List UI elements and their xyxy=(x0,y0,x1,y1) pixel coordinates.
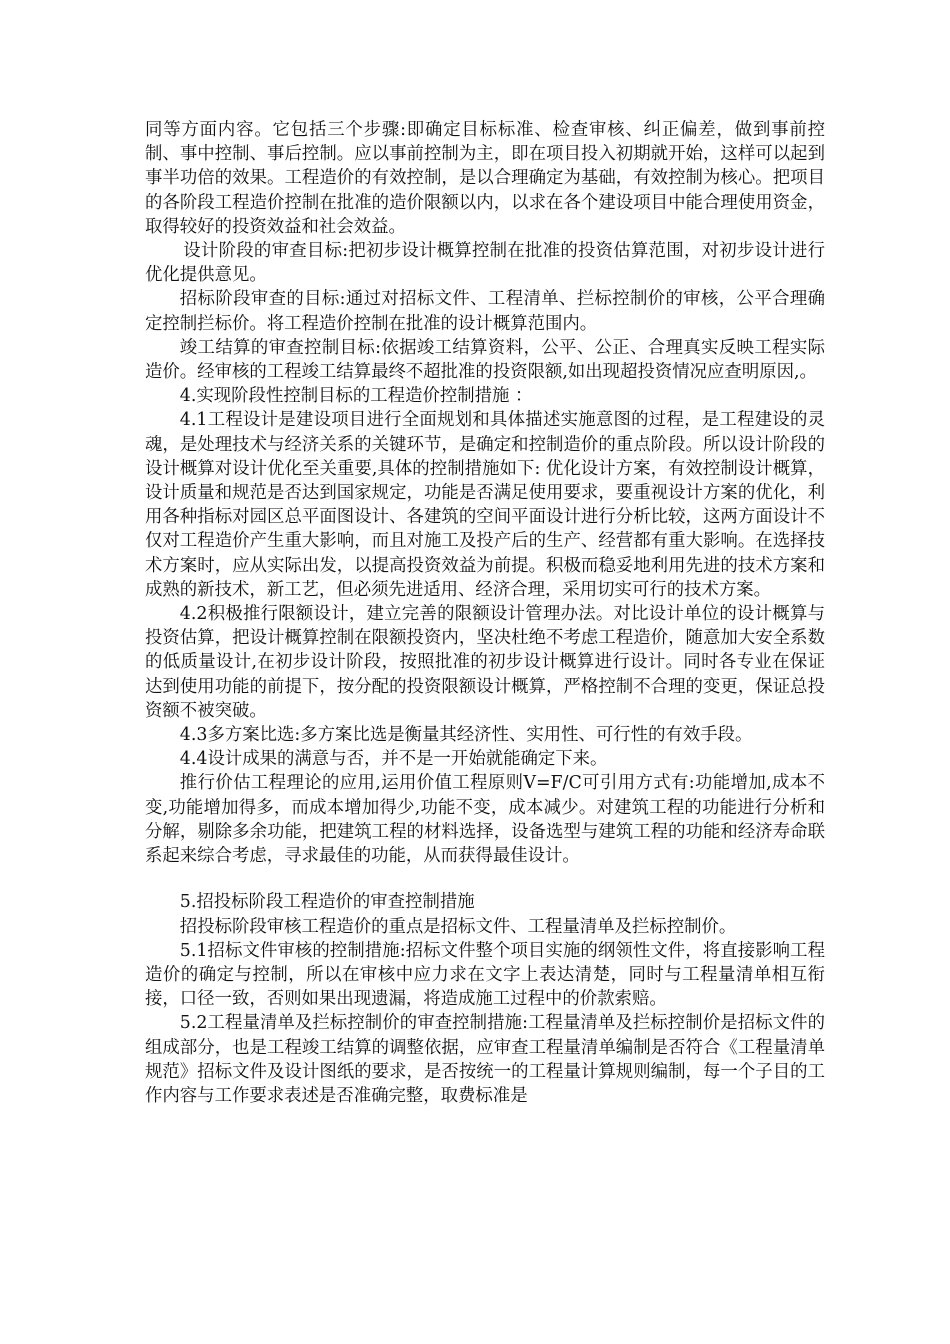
paragraph-completion-settlement-goal: 竣工结算的审查控制目标:依据竣工结算资料，公平、公正、合理真实反映工程实际造价。经审核的工程竣工结算最终不超批准的投资限额,如出现超投资情况应查明原因,。 xyxy=(145,337,825,383)
paragraph-4-1: 4.1工程设计是建设项目进行全面规划和具体描述实施意图的过程，是工程建设的灵魂，是处理技术与经济关系的关键环节，是确定和控制造价的重点阶段。所以设计阶段的设计概算对设计优化至关重要,具体的控制措施如下: 优化设计方案，有效控制设计概算，设计质量和规范是否达到国家规定，功能是否满足使用要求，要重视设计方案的优化，利用各种指标对园区总平面图设计、各建筑的空间平面设计进行分析比较，这两方面设计不仅对工程造价产生重大影响，而且对施工及投产后的生产、经营都有重大影响。在选择技术方案时，应从实际出发，以提高投资效益为前提。积极而稳妥地利用先进的技术方案和成熟的新技术，新工艺，但必须先进适用、经济合理，采用切实可行的技术方案。 xyxy=(145,410,825,600)
section-heading-5: 5.招投标阶段工程造价的审查控制措施 xyxy=(179,892,475,913)
paragraph-design-stage-goal: 设计阶段的审查目标:把初步设计概算控制在批准的投资估算范围，对初步设计进行优化提供意见。 xyxy=(145,241,825,286)
document-body xyxy=(145,118,825,1108)
paragraph-4-3: 4.3多方案比选:多方案比选是衡量其经济性、实用性、可行性的有效手段。 xyxy=(179,725,753,746)
paragraph-5-2: 5.2工程量清单及拦标控制价的审查控制措施:工程量清单及拦标控制价是招标文件的组成部分，也是工程竣工结算的调整依据，应审查工程量清单编制是否符合《工程量清单规范》招标文件及设计图纸的要求，是否按统一的工程量计算规则编制，每一个子目的工作内容与工作要求表述是否准确完整，取费标准是 xyxy=(145,1013,825,1106)
paragraph-value-engineering: 推行价估工程理论的应用,运用价值工程原则V=F/C可引用方式有:功能增加,成本不变,功能增加得多，而成本增加得少,功能不变，成本减少。对建筑工程的功能进行分析和分解，剔除多余功能，把建筑工程的材料选择，设备选型与建筑工程的功能和经济寿命联系起来综合考虑，寻求最佳的功能，从而获得最佳设计。 xyxy=(145,773,825,867)
paragraph-5-intro: 招投标阶段审核工程造价的重点是招标文件、工程量清单及拦标控制价。 xyxy=(179,916,737,937)
paragraph-4-4: 4.4设计成果的满意与否，并不是一开始就能确定下来。 xyxy=(179,749,608,770)
paragraph-intro: 同等方面内容。它包括三个步骤:即确定目标标准、检查审核、纠正偏差，做到事前控制、事中控制、事后控制。应以事前控制为主，即在项目投入初期就开始，这样可以起到事半功倍的效果。工程造价的有效控制，是以合理确定为基础，有效控制为核心。把项目的各阶段工程造价控制在批准的造价限额以内，以求在各个建设项目中能合理使用资金，取得较好的投资效益和社会效益。 xyxy=(145,120,825,237)
paragraph-4-2: 4.2积极推行限额设计，建立完善的限额设计管理办法。对比设计单位的设计概算与投资估算，把设计概算控制在限额投资内，坚决杜绝不考虑工程造价，随意加大安全系数的低质量设计,在初步设计阶段，按照批准的初步设计概算进行设计。同时各专业在保证达到使用功能的前提下，按分配的投资限额设计概算，严格控制不合理的变更，保证总投资额不被突破。 xyxy=(145,604,825,721)
paragraph-5-1: 5.1招标文件审核的控制措施:招标文件整个项目实施的纲领性文件，将直接影响工程造价的确定与控制，所以在审核中应力求在文字上表达清楚，同时与工程量清单相互衔接，口径一致，否则如果出现遗漏，将造成施工过程中的价款索赔。 xyxy=(145,940,825,1010)
section-heading-4: 4.实现阶段性控制目标的工程造价控制措施 ： xyxy=(179,386,533,407)
paragraph-bidding-stage-goal: 招标阶段审查的目标:通过对招标文件、工程清单、拦标控制价的审核，公平合理确定控制拦标价。将工程造价控制在批准的设计概算范围内。 xyxy=(145,289,825,334)
blank-line xyxy=(145,868,825,890)
